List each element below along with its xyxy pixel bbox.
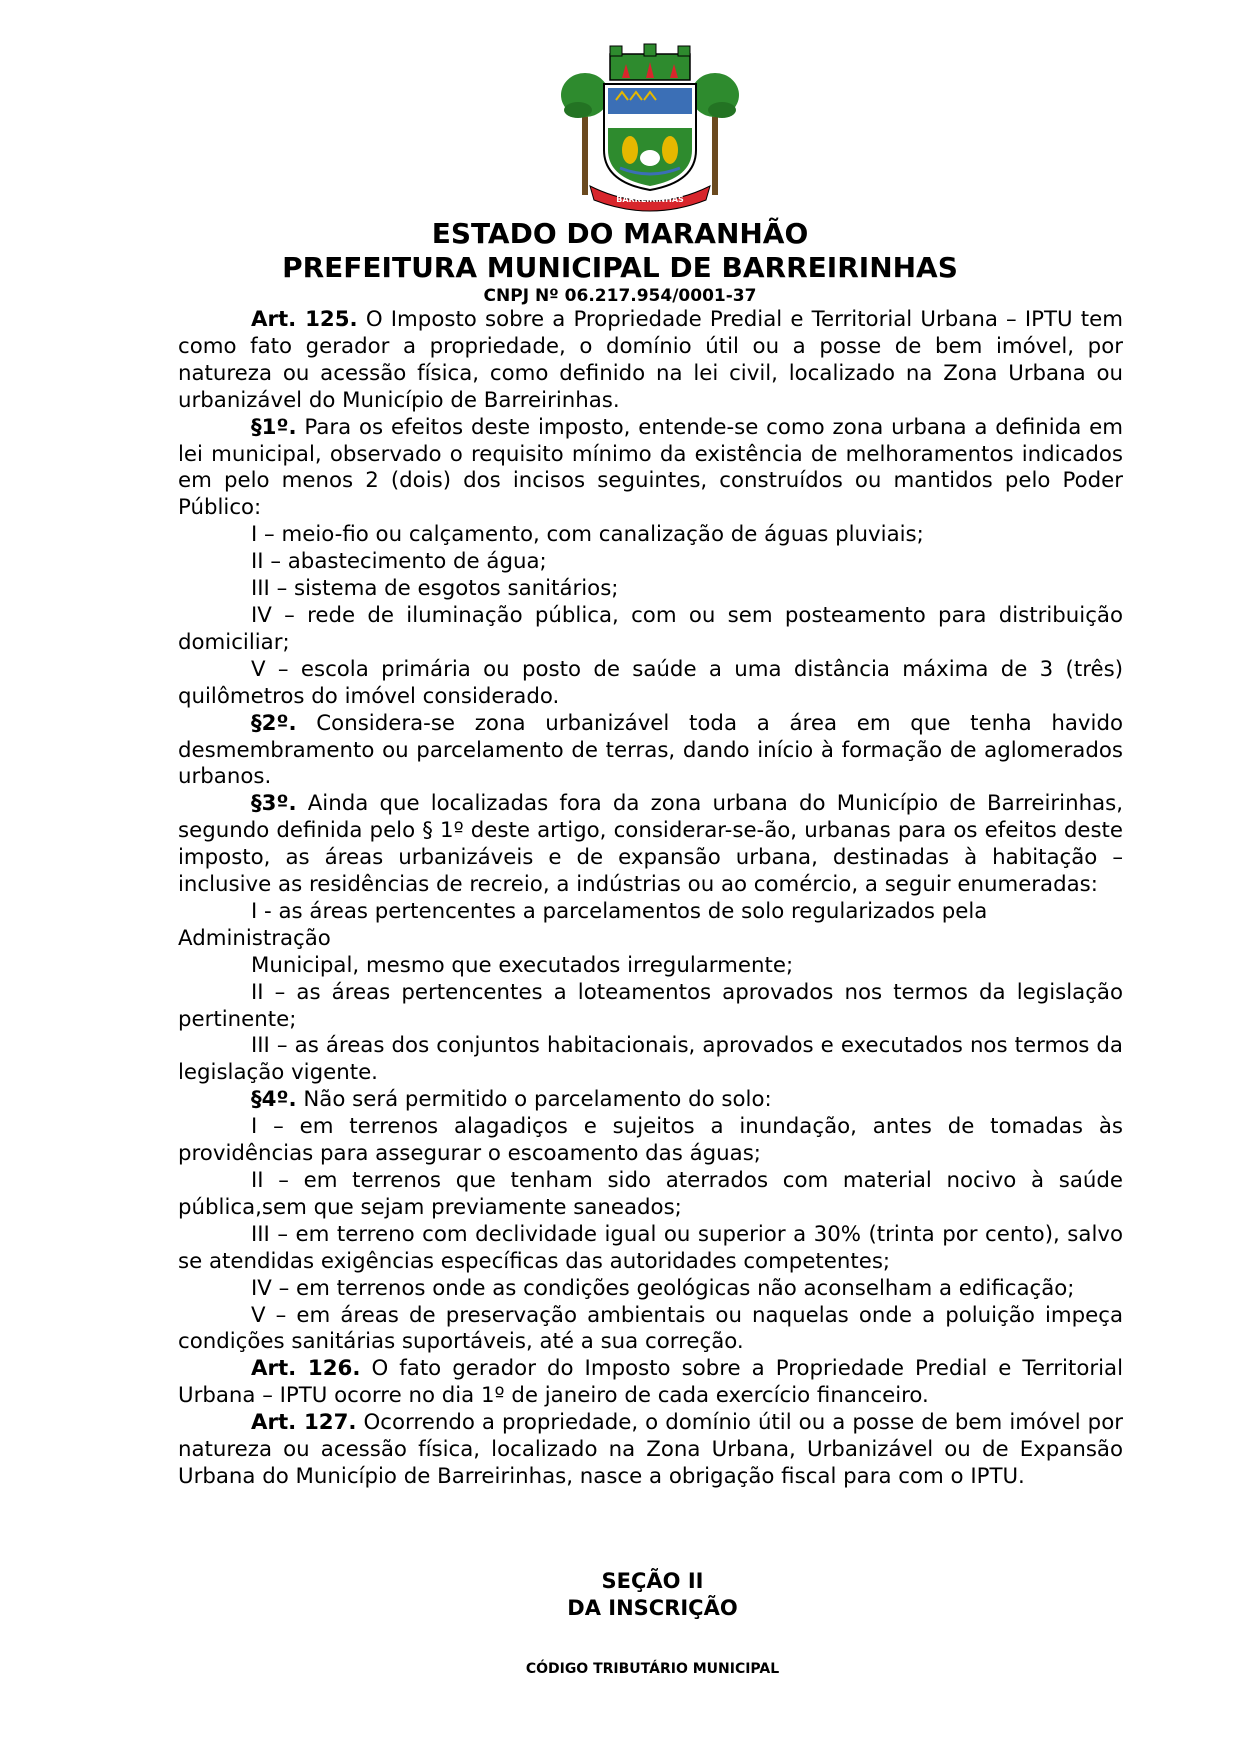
inciso-paragraph bbox=[178, 1168, 1123, 1222]
paragraph-text: II – abastecimento de água; bbox=[251, 549, 547, 575]
section-title: DA INSCRIÇÃO bbox=[567, 1596, 738, 1620]
paragraph-text: V – em áreas de preservação ambientais ou naquelas onde a poluição impeça condições sanitárias suportáveis, até a sua correção. bbox=[178, 1302, 1123, 1355]
cnpj-line: CNPJ Nº 06.217.954/0001-37 bbox=[483, 286, 757, 306]
inciso-paragraph bbox=[178, 522, 1123, 549]
paragraph-text: II – em terrenos que tenham sido aterrados com material nocivo à saúde pública,sem que sejam previamente saneados; bbox=[178, 1168, 1123, 1220]
paragraph-lead: Art. 125. bbox=[251, 307, 358, 332]
paragraph-text: Considera-se zona urbanizável toda a área em que tenha havido desmembramento ou parcelamento de terras, dando início à formação de aglomerados urbanos. bbox=[178, 710, 1123, 790]
inciso-paragraph bbox=[178, 1276, 1123, 1303]
paragraph-text: IV – em terrenos onde as condições geológicas não aconselham a edificação; bbox=[251, 1275, 1075, 1301]
paragraph-text: Ocorrendo a propriedade, o domínio útil ou a posse de bem imóvel por natureza ou acessão física, localizado na Zona Urbana, Urbanizável ou de Expansão Urbana do Município de Barreirinhas, nasce a obrigação fiscal para com o IPTU. bbox=[178, 1410, 1123, 1489]
paragraph-text: O fato gerador do Imposto sobre a Propriedade Predial e Territorial Urbana – IPTU ocorre no dia 1º de janeiro de cada exercício financeiro. bbox=[178, 1356, 1123, 1409]
paragraph-text: IV – rede de iluminação pública, com ou sem posteamento para distribuição domiciliar; bbox=[178, 602, 1123, 655]
paragraph-lead: §1º. bbox=[251, 414, 297, 440]
article-paragraph bbox=[178, 1356, 1123, 1410]
article-paragraph bbox=[178, 791, 1123, 899]
article-paragraph bbox=[178, 1087, 1123, 1114]
paragraph-lead: §2º. bbox=[251, 710, 297, 736]
paragraph-text: I – meio-fio ou calçamento, com canalização de águas pluviais; bbox=[251, 522, 924, 548]
inciso-paragraph bbox=[178, 1114, 1123, 1168]
inciso-paragraph bbox=[178, 603, 1123, 657]
inciso-paragraph bbox=[178, 980, 1123, 1034]
inciso-paragraph bbox=[178, 953, 1123, 980]
inciso-paragraph bbox=[178, 576, 1123, 603]
article-paragraph bbox=[178, 415, 1123, 523]
paragraph-lead: §4º. bbox=[251, 1087, 297, 1113]
coat-of-arms-logo bbox=[560, 40, 740, 212]
paragraph-text: II – as áreas pertencentes a loteamentos aprovados nos termos da legislação pertinente; bbox=[178, 979, 1123, 1032]
inciso-paragraph bbox=[178, 657, 1123, 711]
inciso-paragraph bbox=[178, 1303, 1123, 1357]
svg-text:BARREIRINHAS: BARREIRINHAS bbox=[616, 195, 684, 204]
inciso-paragraph bbox=[178, 1222, 1123, 1276]
inciso-paragraph bbox=[178, 926, 1123, 953]
paragraph-text: I - as áreas pertencentes a parcelamentos de solo regularizados pela bbox=[251, 898, 988, 924]
paragraph-text: Administração bbox=[178, 925, 331, 951]
prefecture-heading: PREFEITURA MUNICIPAL DE BARREIRINHAS bbox=[282, 251, 958, 284]
paragraph-text: Não será permitido o parcelamento do solo: bbox=[296, 1087, 772, 1113]
article-paragraph bbox=[178, 307, 1123, 415]
inciso-paragraph bbox=[178, 1033, 1123, 1087]
inciso-paragraph bbox=[178, 899, 1123, 926]
paragraph-lead: §3º. bbox=[251, 791, 297, 817]
paragraph-text: O Imposto sobre a Propriedade Predial e Territorial Urbana – IPTU tem como fato gerador a propriedade, o domínio útil ou a posse de bem imóvel, por natureza ou acessão física, como definido na lei civil, localizado na Zona Urbana ou urbanizável do Município de Barreirinhas. bbox=[178, 307, 1123, 413]
paragraph-text: Municipal, mesmo que executados irregularmente; bbox=[251, 952, 794, 978]
paragraph-text: III – sistema de esgotos sanitários; bbox=[251, 576, 619, 602]
law-text-body bbox=[178, 307, 1123, 1491]
article-paragraph bbox=[178, 711, 1123, 792]
paragraph-text: I – em terrenos alagadiços e sujeitos a inundação, antes de tomadas às providências para assegurar o escoamento das águas; bbox=[178, 1114, 1123, 1167]
section-number: SEÇÃO II bbox=[601, 1569, 704, 1593]
paragraph-text: III – em terreno com declividade igual ou superior a 30% (trinta por cento), salvo se atendidas exigências específicas das autoridades competentes; bbox=[178, 1221, 1123, 1274]
paragraph-lead: Art. 127. bbox=[251, 1410, 357, 1436]
paragraph-text: Ainda que localizadas fora da zona urbana do Município de Barreirinhas, segundo definida pelo § 1º deste artigo, considerar-se-ão, urbanas para os efeitos deste imposto, as áreas urbanizáveis e de expansão urbana, destinadas à habitação – inclusive as residências de recreio, a indústrias ou ao comércio, a seguir enumeradas: bbox=[178, 791, 1123, 898]
paragraph-text: III – as áreas dos conjuntos habitacionais, aprovados e executados nos termos da legislação vigente. bbox=[178, 1033, 1123, 1086]
paragraph-text: V – escola primária ou posto de saúde a uma distância máxima de 3 (três) quilômetros do imóvel considerado. bbox=[178, 656, 1123, 709]
paragraph-lead: Art. 126. bbox=[251, 1356, 361, 1382]
state-heading: ESTADO DO MARANHÃO bbox=[431, 217, 809, 250]
paragraph-text: Para os efeitos deste imposto, entende-se como zona urbana a definida em lei municipal, observado o requisito mínimo da existência de melhoramentos indicados em pelo menos 2 (dois) dos incisos seguintes, construídos ou mantidos pelo Poder Público: bbox=[178, 414, 1123, 521]
inciso-paragraph bbox=[178, 549, 1123, 576]
article-paragraph bbox=[178, 1410, 1123, 1491]
page-footer: CÓDIGO TRIBUTÁRIO MUNICIPAL bbox=[525, 1661, 780, 1677]
